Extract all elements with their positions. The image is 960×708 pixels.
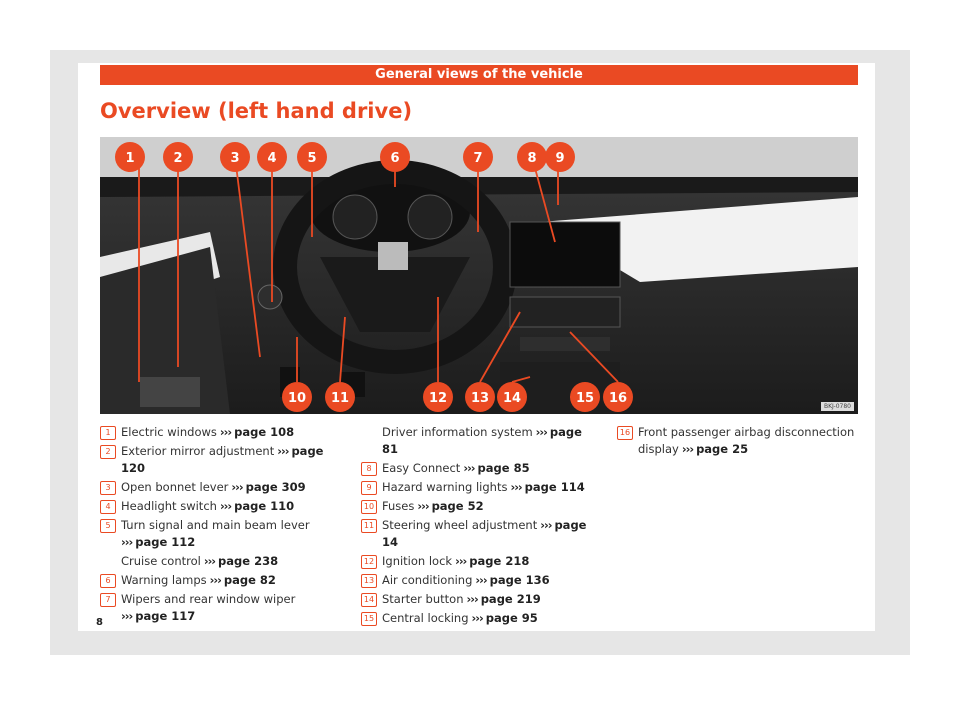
dashboard-image [100,137,858,414]
item-number: 16 [617,426,633,440]
legend-item [361,610,601,627]
item-desc: Turn signal and main beam lever [121,518,310,532]
page-link[interactable]: page 110 [234,499,295,513]
legend-item [100,517,330,551]
arrows-icon: ››› [219,425,232,439]
item-desc: Driver information system [382,425,533,439]
legend-item [100,424,330,441]
page-link[interactable]: page 52 [431,499,484,513]
arrows-icon: ››› [121,609,133,623]
arrows-icon: ››› [417,499,429,513]
legend-column-3 [617,424,857,460]
item-number: 3 [100,481,116,495]
legend-item [361,591,601,608]
page-link[interactable]: page 81 [382,425,582,456]
item-number: 8 [361,462,377,476]
arrows-icon: ››› [510,480,522,494]
callout-16: 16 [608,391,628,406]
item-number: 11 [361,519,377,533]
callout-2: 2 [173,151,183,166]
page-link[interactable]: page 95 [485,611,538,625]
item-desc: Easy Connect [382,461,461,475]
item-number: 5 [100,519,116,533]
callout-5: 5 [307,151,317,166]
arrows-icon: ››› [277,444,289,458]
legend-item [361,553,601,570]
item-number: 7 [100,593,116,607]
legend-item [361,517,601,551]
legend-item [100,479,330,496]
legend-subitem [100,553,330,570]
item-desc: Hazard warning lights [382,480,508,494]
callout-6: 6 [390,151,400,166]
item-number: 13 [361,574,377,588]
callout-1: 1 [125,151,135,166]
callout-15: 15 [575,391,595,406]
item-number: 9 [361,481,377,495]
callout-3: 3 [230,151,240,166]
item-desc: Steering wheel adjustment [382,518,538,532]
legend-item [100,498,330,515]
item-desc: Electric windows [121,425,217,439]
legend-column-1 [100,424,330,627]
arrows-icon: ››› [466,592,478,606]
item-desc: Front passenger airbag disconnection display [638,425,855,456]
callout-11: 11 [330,391,350,406]
item-desc: Warning lamps [121,573,207,587]
page-link[interactable]: page 238 [218,554,279,568]
arrows-icon: ››› [203,554,216,568]
item-desc: Cruise control [121,554,201,568]
item-number: 14 [361,593,377,607]
callout-10: 10 [287,391,307,406]
section-header: General views of the vehicle [100,65,858,85]
page-number: 8 [96,617,103,628]
callout-13: 13 [470,391,490,406]
page-link[interactable]: page 120 [121,444,324,475]
page-link[interactable]: page 114 [524,480,585,494]
callout-7: 7 [473,151,483,166]
item-number: 10 [361,500,377,514]
legend-item [361,498,601,515]
dashboard-illustration [100,137,858,414]
legend-item [100,443,330,477]
page-link[interactable]: page 25 [696,442,749,456]
arrows-icon: ››› [219,499,232,513]
arrows-icon: ››› [455,554,467,568]
arrows-icon: ››› [463,461,475,475]
page-link[interactable]: page 82 [223,573,276,587]
callout-14: 14 [502,391,522,406]
arrows-icon: ››› [471,611,483,625]
item-desc: Starter button [382,592,464,606]
arrows-icon: ››› [121,535,133,549]
item-desc: Fuses [382,499,415,513]
image-code: BKJ-0780 [821,402,854,411]
item-desc: Headlight switch [121,499,217,513]
item-desc: Exterior mirror adjustment [121,444,275,458]
page-link[interactable]: page 108 [234,425,295,439]
arrows-icon: ››› [475,573,487,587]
item-number: 1 [100,426,116,440]
arrows-icon: ››› [535,425,547,439]
page-link[interactable]: page 112 [135,535,196,549]
legend-column-2 [361,424,601,629]
legend-item [100,572,330,589]
item-number: 6 [100,574,116,588]
callout-8: 8 [527,151,537,166]
callout-4: 4 [267,151,277,166]
legend-subitem [361,424,601,458]
legend-item [100,591,330,625]
legend-item [361,460,601,477]
arrows-icon: ››› [540,518,552,532]
page-link[interactable]: page 309 [245,480,306,494]
page-link[interactable]: page 85 [477,461,530,475]
arrows-icon: ››› [681,442,694,456]
item-number: 15 [361,612,377,626]
item-number: 2 [100,445,116,459]
page-link[interactable]: page 219 [480,592,541,606]
item-desc: Wipers and rear window wiper [121,592,296,606]
page-link[interactable]: page 117 [135,609,196,623]
callout-9: 9 [555,151,565,166]
item-desc: Central locking [382,611,469,625]
item-desc: Air conditioning [382,573,473,587]
callout-12: 12 [428,391,448,406]
legend-item [617,424,857,458]
item-number: 4 [100,500,116,514]
page-link[interactable]: page 14 [382,518,587,549]
arrows-icon: ››› [231,480,243,494]
page-title: Overview (left hand drive) [100,99,413,123]
page-link[interactable]: page 218 [469,554,530,568]
legend-item [361,479,601,496]
item-desc: Ignition lock [382,554,453,568]
item-number: 12 [361,555,377,569]
page-link[interactable]: page 136 [489,573,550,587]
legend-item [361,572,601,589]
arrows-icon: ››› [209,573,221,587]
item-desc: Open bonnet lever [121,480,229,494]
